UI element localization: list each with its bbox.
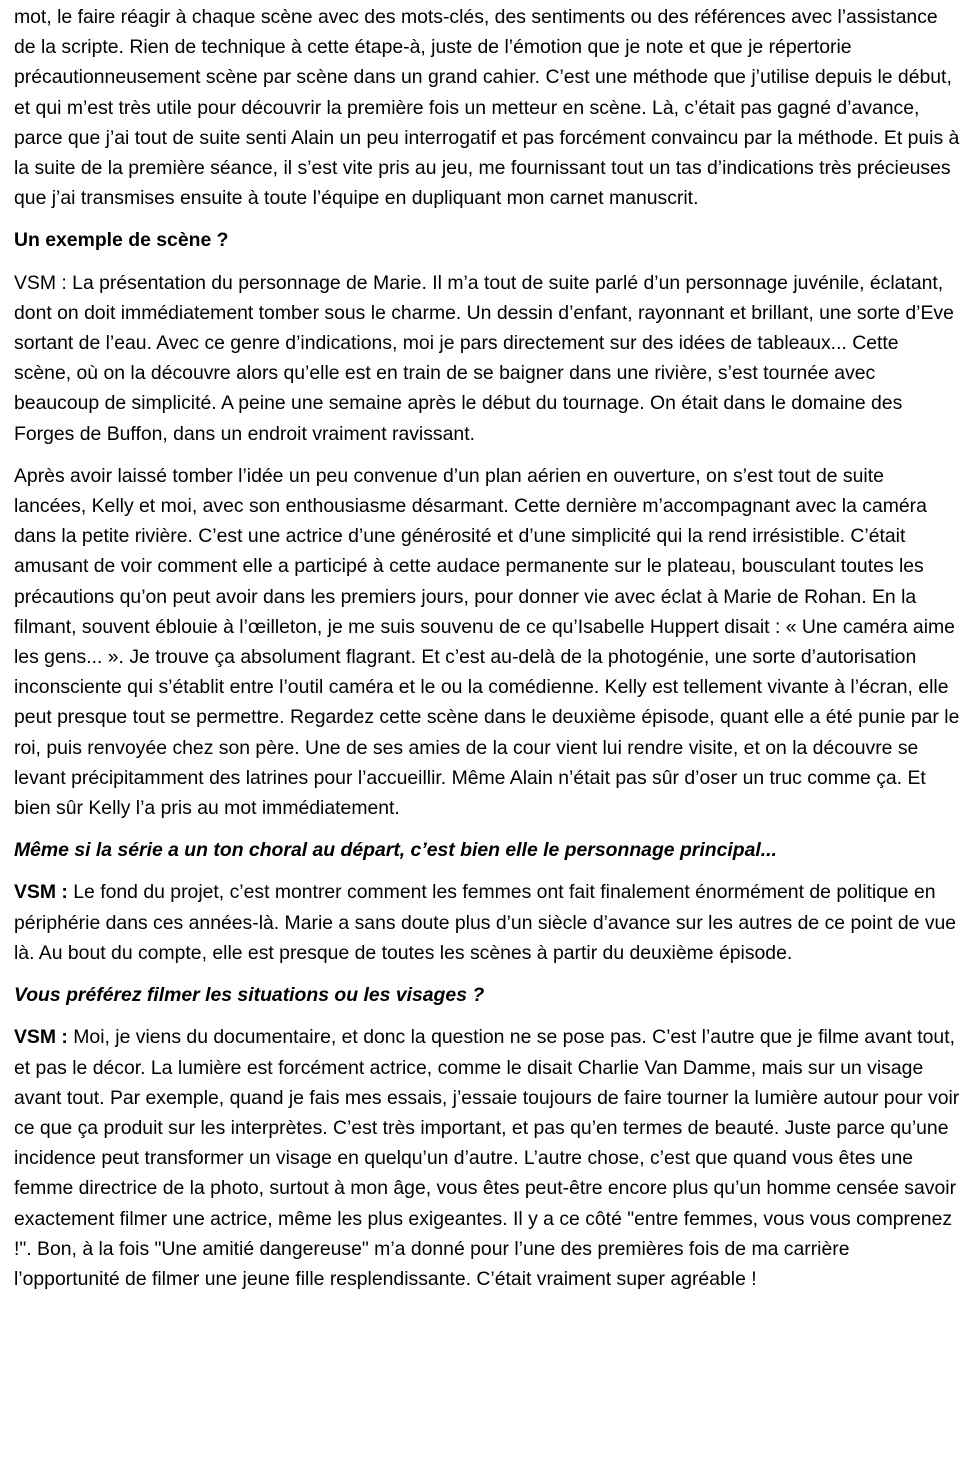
answer-text: Le fond du projet, c’est montrer comment les femmes ont fait finalement énormément de politique en périphérie dans ces années-là. Marie a sans doute plus d’un siècle d’avance sur les autres de ce point de vue là. Au bout du compte, elle est presque de toutes les scènes à partir du deuxième épisode. (14, 881, 957, 964)
question-1 (14, 225, 960, 255)
question-text: Un exemple de scène ? (14, 229, 229, 252)
question-text: Même si la série a un ton choral au départ, c’est bien elle le personnage principal... (14, 839, 777, 862)
answer-paragraph-1 (14, 2, 960, 213)
answer-text: mot, le faire réagir à chaque scène avec des mots-clés, des sentiments ou des références avec l’assistance de la scripte. Rien de technique à cette étape-à, juste de l’émotion que je note et que je répertorie précautionneusement scène par scène dans un grand cahier. C’est une méthode que j’utilise depuis le début, et qui m’est très utile pour découvrir la première fois un metteur en scène. Là, c’était pas gagné d’avance, parce que j’ai tout de suite senti Alain un peu interrogatif et pas forcément convaincu par la méthode. Et puis à la suite de la première séance, il s’est vite pris au jeu, me fournissant tout un tas d’indications très précieuses que j’ai transmises ensuite à toute l’équipe en dupliquant mon carnet manuscrit. (14, 6, 960, 210)
answer-text: Après avoir laissé tomber l’idée un peu convenue d’un plan aérien en ouverture, on s’est tout de suite lancées, Kelly et moi, avec son enthousiasme désarmant. Cette dernière m’accompagnant avec la caméra dans la petite rivière. C’est une actrice d’une générosité et d’une simplicité qui la rend irrésistible. C’était amusant de voir comment elle a participé à cette audace permanente sur le plateau, bousculant toutes les précautions qu’on peut avoir dans les premiers jours, pour donner vie avec éclat à Marie de Rohan. En la filmant, souvent éblouie à l’œilleton, je me suis souvenu de ce qu’Isabelle Huppert disait : « Une caméra aime les gens... ». Je trouve ça absolument flagrant. Et c’est au-delà de la photogénie, une sorte d’autorisation inconsciente qui s’établit entre l’outil caméra et le ou la comédienne. Kelly est tellement vivante à l’écran, elle peut presque tout se permettre. Regardez cette scène dans le deuxième épisode, quant elle a été punie par le roi, puis renvoyée chez son père. Une de ses amies de la cour vient lui rendre visite, et on la découvre se levant précipitamment des latrines pour l’accueillir. Même Alain n’était pas sûr d’oser un truc comme ça. Et bien sûr Kelly l’a pris au mot immédiatement. (14, 464, 960, 820)
question-2 (14, 835, 960, 865)
answer-paragraph-5 (14, 1022, 960, 1294)
answer-paragraph-3 (14, 461, 960, 823)
speaker-label: VSM : (14, 1026, 68, 1049)
speaker-label: VSM : (14, 881, 68, 904)
answer-text: Moi, je viens du documentaire, et donc la question ne se pose pas. C’est l’autre que je filme avant tout, et pas le décor. La lumière est forcément actrice, comme le disait Charlie Van Damme, mais sur un visage avant tout. Par exemple, quand je fais mes essais, j’essaie toujours de faire tourner la lumière autour pour voir ce que ça produit sur les interprètes. C’est très important, et pas qu’en termes de beauté. Juste parce qu’une incidence peut transformer un visage en quelqu’un d’autre. L’autre chose, c’est que quand vous êtes une femme directrice de la photo, surtout à mon âge, vous êtes peut-être encore plus qu’un homme censée savoir exactement filmer une actrice, même les plus exigeantes. Il y a ce côté "entre femmes, vous vous comprenez !". Bon, à la fois "Une amitié dangereuse" m’a donné pour l’une des premières fois de ma carrière l’opportunité de filmer une jeune fille resplendissante. C’était vraiment super agréable ! (14, 1026, 960, 1290)
question-3 (14, 980, 960, 1010)
answer-paragraph-2 (14, 268, 960, 449)
speaker-label: VSM : (14, 271, 67, 294)
question-text: Vous préférez filmer les situations ou les visages ? (14, 984, 485, 1007)
answer-text: La présentation du personnage de Marie. Il m’a tout de suite parlé d’un personnage juvénile, éclatant, dont on doit immédiatement tomber sous le charme. Un dessin d’enfant, rayonnant et brillant, une sorte d’Eve sortant de l’eau. Avec ce genre d’indications, moi je pars directement sur des idées de tableaux... Cette scène, où on la découvre alors qu’elle est en train de se baigner dans une rivière, s’est tournée avec beaucoup de simplicité. A peine une semaine après le début du tournage. On était dans le domaine des Forges de Buffon, dans un endroit vraiment ravissant. (14, 271, 954, 445)
answer-paragraph-4 (14, 877, 960, 968)
